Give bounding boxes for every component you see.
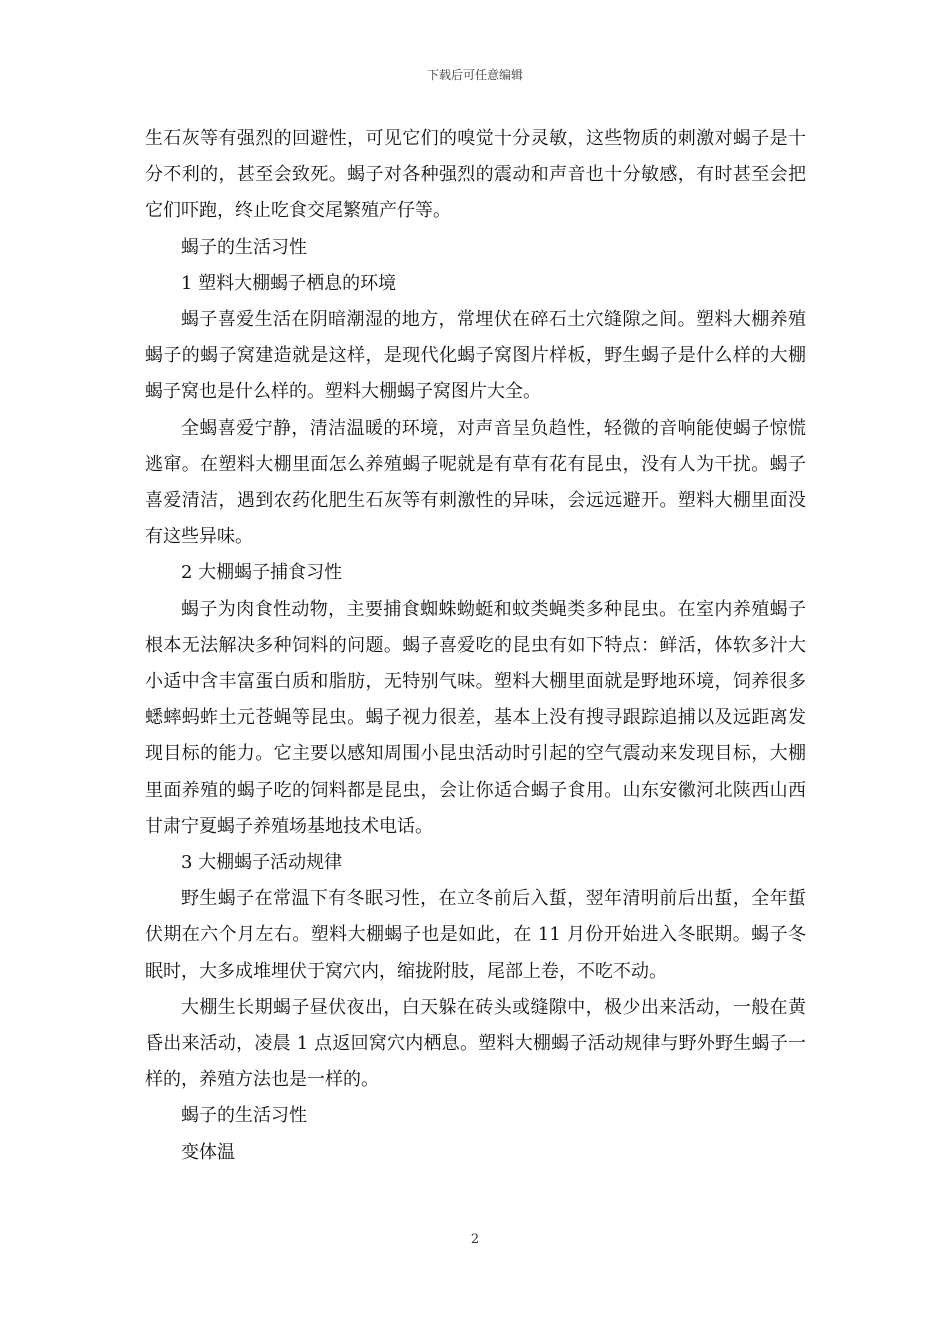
section-heading: 蝎子的生活习性 [181,236,307,258]
page-number: 2 [470,1232,480,1247]
paragraph: 全蝎喜爱宁静，清洁温暖的环境，对声音呈负趋性，轻微的音响能使蝎子惊慌逃窜。在塑料大棚里面怎么养殖蝎子呢就是有草有花有昆虫，没有人为干扰。蝎子喜爱清洁，遇到农药化肥生石灰等有刺激性的异味，会远远避开。塑料大棚里面没有这些异味。 [145,417,806,548]
paragraph: 大棚生长期蝎子昼伏夜出，白天躲在砖头或缝隙中，极少出来活动，一般在黄昏出来活动，凌晨 1 点返回窝穴内栖息。塑料大棚蝎子活动规律与野外野生蝎子一样的，养殖方法也是一样的。 [145,996,806,1091]
page-header: 下载后可任意编辑 [426,68,523,82]
paragraph: 生石灰等有强烈的回避性，可见它们的嗅觉十分灵敏，这些物质的刺激对蝎子是十分不利的，甚至会致死。蝎子对各种强烈的震动和声音也十分敏感，有时甚至会把它们吓跑，终止吃食交尾繁殖产仔等。 [145,128,806,222]
paragraph: 野生蝎子在常温下有冬眠习性，在立冬前后入蜇，翌年清明前后出蜇，全年蜇伏期在六个月左右。塑料大棚蝎子也是如此，在 11 月份开始进入冬眠期。蝎子冬眠时，大多成堆埋伏于窝穴内，缩拢附肢，尾部上卷，不吃不动。 [145,888,806,982]
section-heading: 3 大棚蝎子活动规律 [181,852,343,874]
document-body [145,121,806,1171]
section-heading: 变体温 [181,1141,235,1163]
paragraph: 蝎子为肉食性动物，主要捕食蜘蛛蚴蜓和蚊类蝇类多种昆虫。在室内养殖蝎子根本无法解决多种饲料的问题。蝎子喜爱吃的昆虫有如下特点：鲜活，体软多汁大小适中含丰富蛋白质和脂肪，无特别气味。塑料大棚里面就是野地环境，饲养很多蟋蟀蚂蚱土元苍蝇等昆虫。蝎子视力很差，基本上没有搜寻跟踪追捕以及远距离发现目标的能力。它主要以感知周围小昆虫活动时引起的空气震动来发现目标，大棚里面养殖的蝎子吃的饲料都是昆虫，会让你适合蝎子食用。山东安徽河北陕西山西甘肃宁夏蝎子养殖场基地技术电话。 [145,598,806,837]
section-heading: 1 塑料大棚蝎子栖息的环境 [181,272,397,294]
section-heading: 蝎子的生活习性 [181,1105,307,1127]
paragraph: 蝎子喜爱生活在阴暗潮湿的地方，常埋伏在碎石土穴缝隙之间。塑料大棚养殖蝎子的蝎子窝建造就是这样，是现代化蝎子窝图片样板，野生蝎子是什么样的大棚蝎子窝也是什么样的。塑料大棚蝎子窝图片大全。 [145,309,806,403]
section-heading: 2 大棚蝎子捕食习性 [181,562,343,584]
